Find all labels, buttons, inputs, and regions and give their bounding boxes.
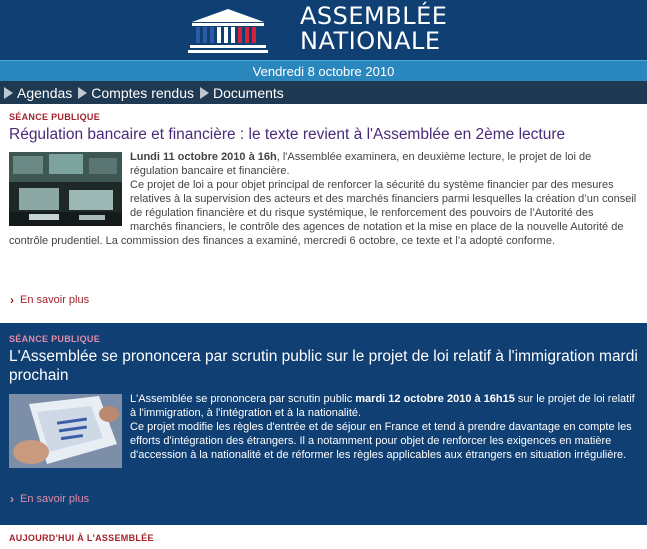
nav-item-label: Agendas [17,84,73,101]
passport-photo[interactable] [9,394,122,468]
current-date: Vendredi 8 octobre 2010 [252,64,395,79]
article-date-highlight: mardi 12 octobre 2010 à 16h15 [355,393,515,405]
chevron-right-icon: › [10,292,14,307]
article-body [9,150,638,248]
assemblee-logo-icon[interactable] [188,5,268,55]
article-paragraph: Ce projet de loi a pour objet principal de renforcer la sécurité du système financier par des mesures relatives à la supervision des acteurs et des marchés financiers parmi lesquelles la création d’un conseil de régulation financière et du risque systémique, le renforcement des pouvoirs de l’Autorité des marchés financiers, le contrôle des agences de notation et la mise en place de la nouvelle Autorité de contrôle prudentiel. La commission des finances a examiné, mercredi 6 octobre, ce texte et l’a adopté conforme. [9,179,637,247]
nav-item-comptes-rendus[interactable] [78,85,194,101]
more-label: En savoir plus [20,294,90,306]
arrow-right-icon [4,87,13,99]
date-bar [0,60,647,81]
article-date-highlight: Lundi 11 octobre 2010 à 16h [130,151,277,163]
article-lead-text: L'Assemblée se prononcera par scrutin public [130,393,356,405]
en-savoir-plus-link[interactable] [10,493,89,505]
more-label: En savoir plus [20,493,90,505]
article-lead-text: , l'Assemblée examinera, en deuxième lecture, le projet de loi de régulation bancaire et financière. [130,151,592,177]
brand-line-1: ASSEMBLÉE [300,2,448,30]
nav-item-label: Comptes rendus [91,84,194,101]
aujourdhui-section [0,525,647,549]
article-title-link[interactable]: Régulation bancaire et financière : le texte revient à l'Assemblée en 2ème lecture [9,126,566,143]
article-regulation-bancaire [0,104,647,323]
article-kicker: SÉANCE PUBLIQUE [9,112,101,122]
chevron-right-icon: › [10,491,14,506]
arrow-right-icon [200,87,209,99]
nav-item-agendas[interactable] [4,85,72,101]
trading-room-photo[interactable] [9,152,122,226]
arrow-right-icon [78,87,87,99]
article-kicker: SÉANCE PUBLIQUE [9,334,101,344]
article-lead-text: sur le projet de loi relatif à l'immigration, à l'intégration et à la nationalité. [130,393,635,419]
section-kicker: AUJOURD'HUI À L'ASSEMBLÉE [9,533,154,543]
brand-name [300,4,447,54]
article-paragraph: Ce projet modifie les règles d'entrée et de séjour en France et tend à prendre davantage en compte les efforts d'intégration des étrangers. Il a notamment pour objet de renforcer les exigences en matière d'accession à la nationalité et de réformer les règles applicables aux étrangers en situation irrégulière. [130,421,632,461]
article-title-link[interactable]: L'Assemblée se prononcera par scrutin public sur le projet de loi relatif à l'immigration mardi prochain [9,348,638,384]
main-nav [0,81,647,104]
site-header [0,0,647,60]
nav-item-label: Documents [213,84,284,101]
en-savoir-plus-link[interactable] [10,294,89,306]
brand-line-2: NATIONALE [300,27,441,55]
article-body [9,392,638,462]
nav-item-documents[interactable] [200,85,284,101]
article-immigration [0,323,647,525]
